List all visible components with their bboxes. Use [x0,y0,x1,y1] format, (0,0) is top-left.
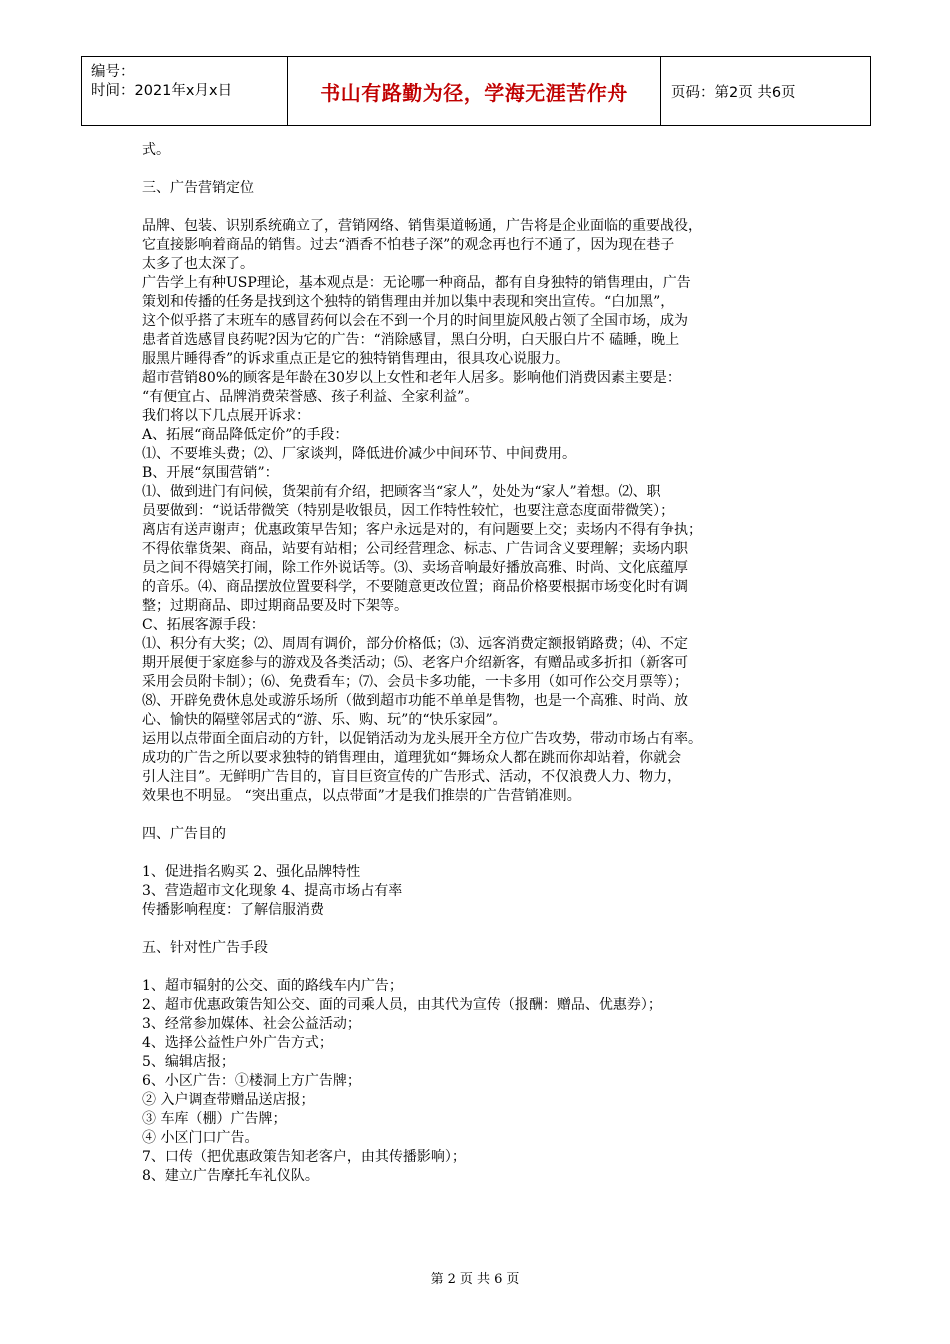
page-header [81,56,871,126]
body-line: 广告学上有种USP理论，基本观点是：无论哪一种商品，都有自身独特的销售理由，广告 [142,275,691,291]
body-line: 传播影响程度：了解信服消费 [142,902,324,918]
body-line: ② 入户调查带赠品送店报； [142,1092,315,1108]
blank-line [142,160,822,179]
header-page-label: 页码：第2页 共6页 [661,57,871,126]
body-line: 3、营造超市文化现象 4、提高市场占有率 [142,883,403,899]
body-line: 4、选择公益性户外广告方式； [142,1035,333,1051]
body-line: 5、编辑店报； [142,1054,235,1070]
body-line: 8、建立广告摩托车礼仪队。 [142,1168,319,1184]
blank-line [142,806,822,825]
body-line: 员之间不得嬉笑打闹，除工作外说话等。⑶、卖场音响最好播放高雅、时尚、文化底蕴厚 [142,560,688,576]
footer-page-number: 2 [447,1272,456,1287]
body-line: A、拓展“商品降低定价”的手段： [142,427,349,443]
body-line: 四、广告目的 [142,826,226,842]
body-line: 的音乐。⑷、商品摆放位置要科学，不要随意更改位置；商品价格要根据市场变化时有调 [142,579,688,595]
header-meta-cell [82,57,288,126]
document-number-label: 编号： [91,64,135,80]
blank-line [142,920,822,939]
body-line: 策划和传播的任务是找到这个独特的销售理由并加以集中表现和突出宣传。“白加黑”， [142,294,675,310]
footer-mid: 页 共 [459,1272,491,1287]
header-motto: 书山有路勤为径，学海无涯苦作舟 [288,57,661,126]
body-line: 它直接影响着商品的销售。过去“酒香不怕巷子深”的观念再也行不通了，因为现在巷子 [142,237,675,253]
body-line: 1、促进指名购买 2、强化品牌特性 [142,864,361,880]
body-line: 这个似乎搭了末班车的感冒药何以会在不到一个月的时间里旋风般占领了全国市场，成为 [142,313,688,329]
document-body [142,141,822,1186]
body-line: 6、小区广告：①楼洞上方广告牌； [142,1073,361,1089]
body-line: 患者首选感冒良药呢?因为它的广告：“消除感冒，黑白分明，白天服白片不 磕睡，晚上 [142,332,680,348]
blank-line [142,198,822,217]
document-time-label: 时间：2021年x月x日 [91,83,233,99]
blank-line [142,958,822,977]
body-line: B、开展“氛围营销”： [142,465,279,481]
body-line: 效果也不明显。 “突出重点，以点带面”才是我们推崇的广告营销准则。 [142,788,581,804]
body-line: 太多了也太深了。 [142,256,254,272]
body-line: 引人注目”。无鲜明广告目的，盲目巨资宣传的广告形式、活动，不仅浪费人力、物力， [142,769,682,785]
body-line: C、拓展客源手段： [142,617,265,633]
body-line: 离店有送声谢声；优惠政策早告知；客户永远是对的，有问题要上交；卖场内不得有争执； [142,522,702,538]
body-line: ⑴、做到进门有问候，货架前有介绍，把顾客当“家人”，处处为“家人”着想。⑵、职 [142,484,661,500]
footer-suffix: 页 [506,1272,520,1287]
body-line: “有便宜占、品牌消费荣誉感、孩子利益、全家利益”。 [142,389,479,405]
body-line: 采用会员附卡制）；⑹、免费看车；⑺、会员卡多功能，一卡多用（如可作公交月票等）； [142,674,688,690]
body-line: 式。 [142,142,170,158]
body-line: ④ 小区门口广告。 [142,1130,259,1146]
body-line: 心、愉快的隔壁邻居式的“游、乐、购、玩”的“快乐家园”。 [142,712,507,728]
body-line: 整；过期商品、即过期商品要及时下架等。 [142,598,408,614]
body-line: 五、针对性广告手段 [142,940,268,956]
footer-prefix: 第 [430,1272,444,1287]
body-line: 2、超市优惠政策告知公交、面的司乘人员，由其代为宣传（报酬：赠品、优惠券）； [142,997,662,1013]
body-line: 1、超市辐射的公交、面的路线车内广告； [142,978,403,994]
body-line: 不得依靠货架、商品，站要有站相；公司经营理念、标志、广告词含义要理解；卖场内职 [142,541,688,557]
body-line: 员要做到：“说话带微笑（特别是收银员，因工作特性较忙，也要注意态度面带微笑）； [142,503,675,519]
footer-total-pages: 6 [494,1272,503,1287]
body-line: 7、口传（把优惠政策告知老客户，由其传播影响）； [142,1149,466,1165]
body-line: ⑻、开辟免费休息处或游乐场所（做到超市功能不单单是售物，也是一个高雅、时尚、放 [142,693,688,709]
page-footer [0,1268,950,1287]
body-line: 三、广告营销定位 [142,180,254,196]
body-line: ⑴、不要堆头费；⑵、厂家谈判，降低进价减少中间环节、中间费用。 [142,446,576,462]
body-line: 期开展便于家庭参与的游戏及各类活动；⑸、老客户介绍新客，有赠品或多折扣（新客可 [142,655,688,671]
body-line: ⑴、积分有大奖；⑵、周周有调价，部分价格低；⑶、远客消费定额报销路费；⑷、不定 [142,636,688,652]
body-line: 成功的广告之所以要求独特的销售理由，道理犹如“舞场众人都在跳而你却站着，你就会 [142,750,682,766]
blank-line [142,844,822,863]
body-line: 3、经常参加媒体、社会公益活动； [142,1016,361,1032]
body-line: 品牌、包装、识别系统确立了，营销网络、销售渠道畅通，广告将是企业面临的重要战役， [142,218,702,234]
body-line: 服黑片睡得香”的诉求重点正是它的独特销售理由，很具攻心说服力。 [142,351,570,367]
body-line: 超市营销80%的顾客是年龄在30岁以上女性和老年人居多。影响他们消费因素主要是： [142,370,681,386]
body-line: 运用以点带面全面启动的方针，以促销活动为龙头展开全方位广告攻势，带动市场占有率。 [142,731,702,747]
body-line: ③ 车库（棚）广告牌； [142,1111,287,1127]
body-line: 我们将以下几点展开诉求： [142,408,310,424]
